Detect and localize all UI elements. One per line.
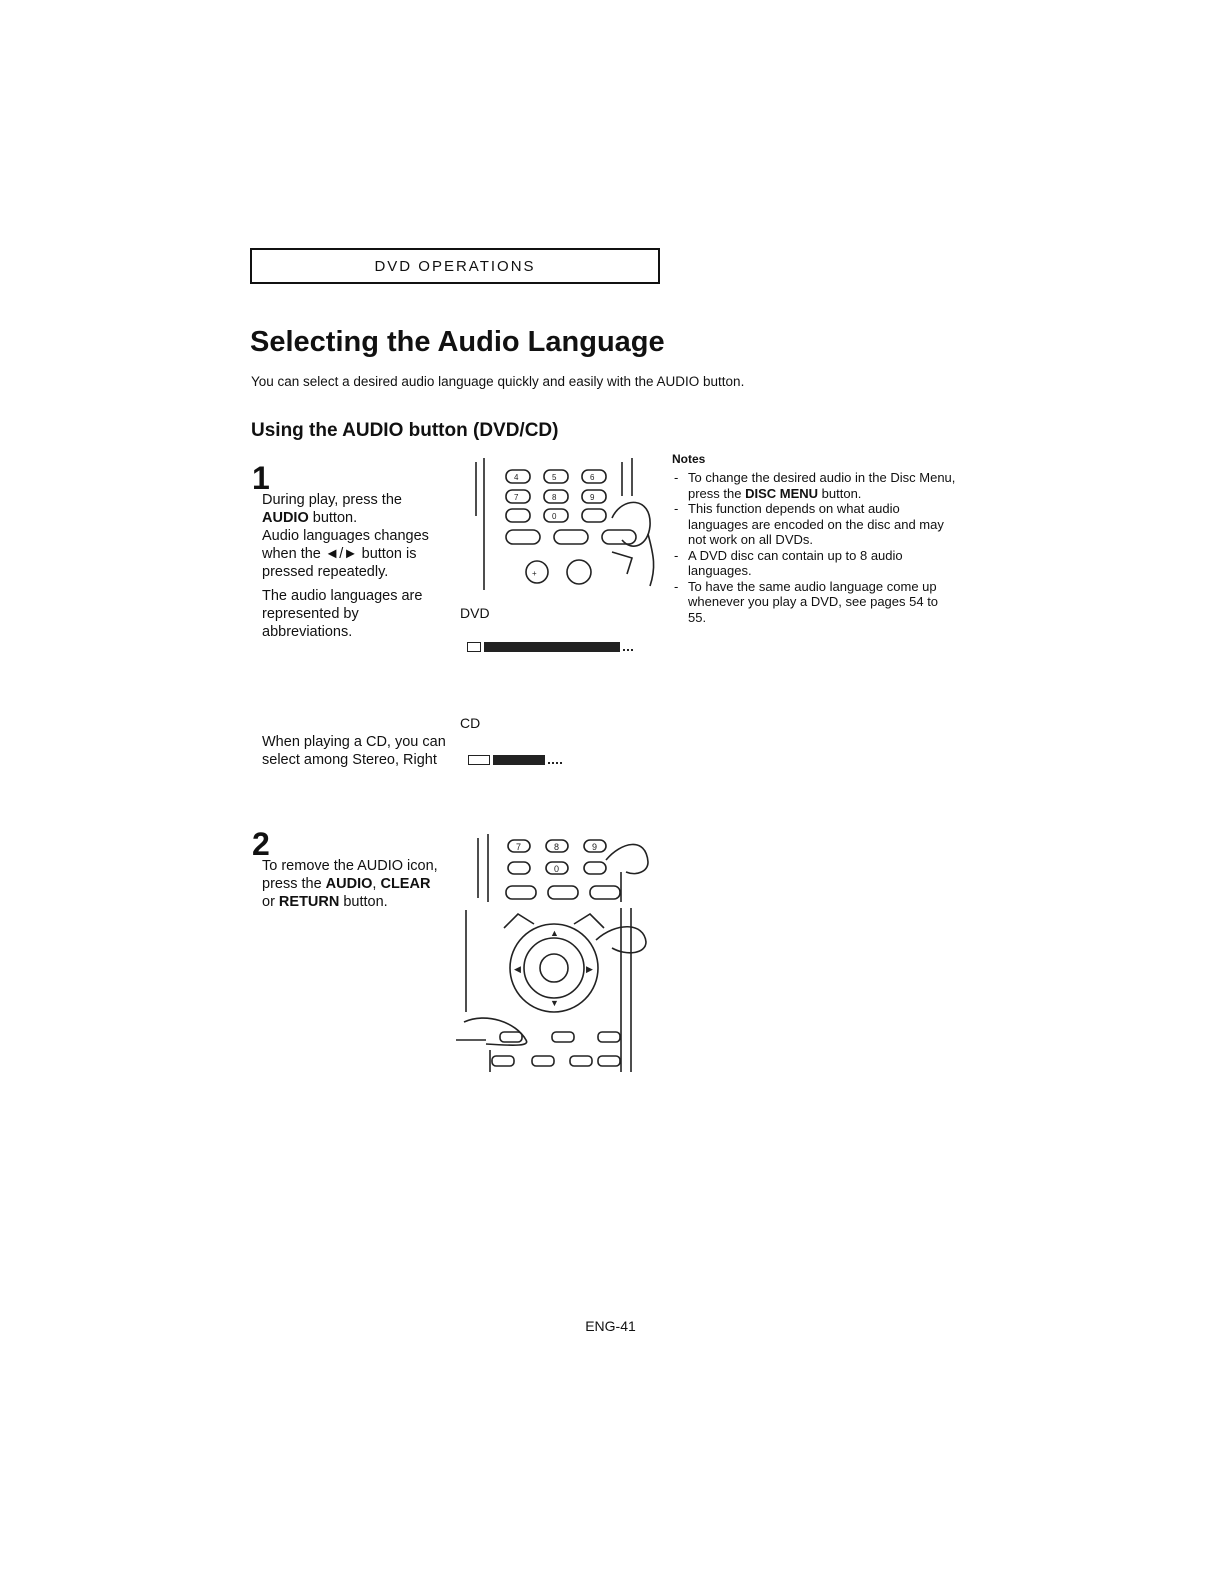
return-keyword: RETURN (278, 894, 340, 910)
svg-text:0: 0 (552, 512, 557, 521)
svg-text:8: 8 (552, 493, 557, 502)
step-1-line2-rest: button. (308, 510, 358, 526)
remote-control-number-pad-icon (462, 456, 662, 592)
section-header-box (250, 248, 660, 284)
dvd-label: DVD (460, 605, 490, 621)
step-1-cd-text: When playing a CD, you can select among Stereo, Right (262, 734, 446, 768)
step-1-line3: Audio languages changes when the ◄/► button is pressed repeatedly. (262, 528, 429, 580)
svg-text:7: 7 (514, 493, 519, 502)
svg-text:5: 5 (552, 473, 557, 482)
svg-text:▼: ▼ (550, 998, 559, 1008)
note-4-text: To have the same audio language come up whenever you play a DVD, see pages 54 to 55. (688, 578, 939, 625)
intro-text: You can select a desired audio language quickly and easily with the AUDIO button. (251, 374, 745, 389)
section-header: DVD OPERATIONS (374, 258, 536, 275)
note-item (672, 579, 957, 626)
svg-text:0: 0 (554, 864, 560, 874)
step-1-number: 1 (252, 460, 270, 496)
svg-text:9: 9 (592, 842, 598, 852)
note-item (672, 501, 957, 548)
svg-text:▶: ▶ (586, 964, 593, 974)
audio-keyword: AUDIO (262, 510, 309, 526)
note-3-text: A DVD disc can contain up to 8 audio languages. (688, 547, 903, 578)
cd-osd-bar-icon (468, 754, 562, 765)
step-2-text-a: To remove the AUDIO icon, press the (262, 858, 438, 892)
notes-title: Notes (672, 452, 706, 466)
note-2-text: This function depends on what audio languages are encoded on the disc and may not work on all DVDs. (688, 501, 944, 547)
note-item (672, 470, 957, 501)
note-item (672, 548, 957, 579)
svg-text:9: 9 (590, 493, 595, 502)
svg-text:6: 6 (590, 473, 595, 482)
step-2-text-c: or (262, 894, 279, 910)
audio-osd-bar-icon (467, 641, 633, 652)
clear-keyword: CLEAR (380, 876, 431, 892)
notes-list (672, 470, 957, 625)
svg-text:7: 7 (516, 842, 522, 852)
step-1-para2: The audio languages are represented by abbreviations. (262, 588, 423, 640)
note-1-text-end: button. (818, 485, 862, 501)
step-2-text (262, 857, 442, 911)
svg-text:▲: ▲ (550, 928, 559, 938)
svg-text:8: 8 (554, 842, 560, 852)
step-1-line1: During play, press the (262, 492, 402, 508)
step-1-line2 (262, 509, 442, 527)
section-subtitle: Using the AUDIO button (DVD/CD) (251, 420, 559, 441)
svg-text:4: 4 (514, 473, 519, 482)
svg-text:◀: ◀ (514, 964, 521, 974)
page-title: Selecting the Audio Language (250, 326, 665, 358)
step-2-text-b: , (372, 876, 381, 892)
step-1-text (262, 491, 442, 641)
cd-label: CD (460, 715, 481, 731)
step-2-number: 2 (252, 826, 270, 862)
svg-text:+: + (532, 569, 537, 578)
note-1-text: To change the desired audio in the Disc Menu, press the (688, 470, 956, 501)
audio-keyword-2: AUDIO (325, 876, 373, 892)
page-number: ENG-41 (585, 1318, 636, 1334)
step-2-text-d: button. (339, 894, 388, 910)
disc-menu-keyword: DISC MENU (745, 485, 819, 501)
remote-control-navigation-icon (456, 832, 656, 1072)
